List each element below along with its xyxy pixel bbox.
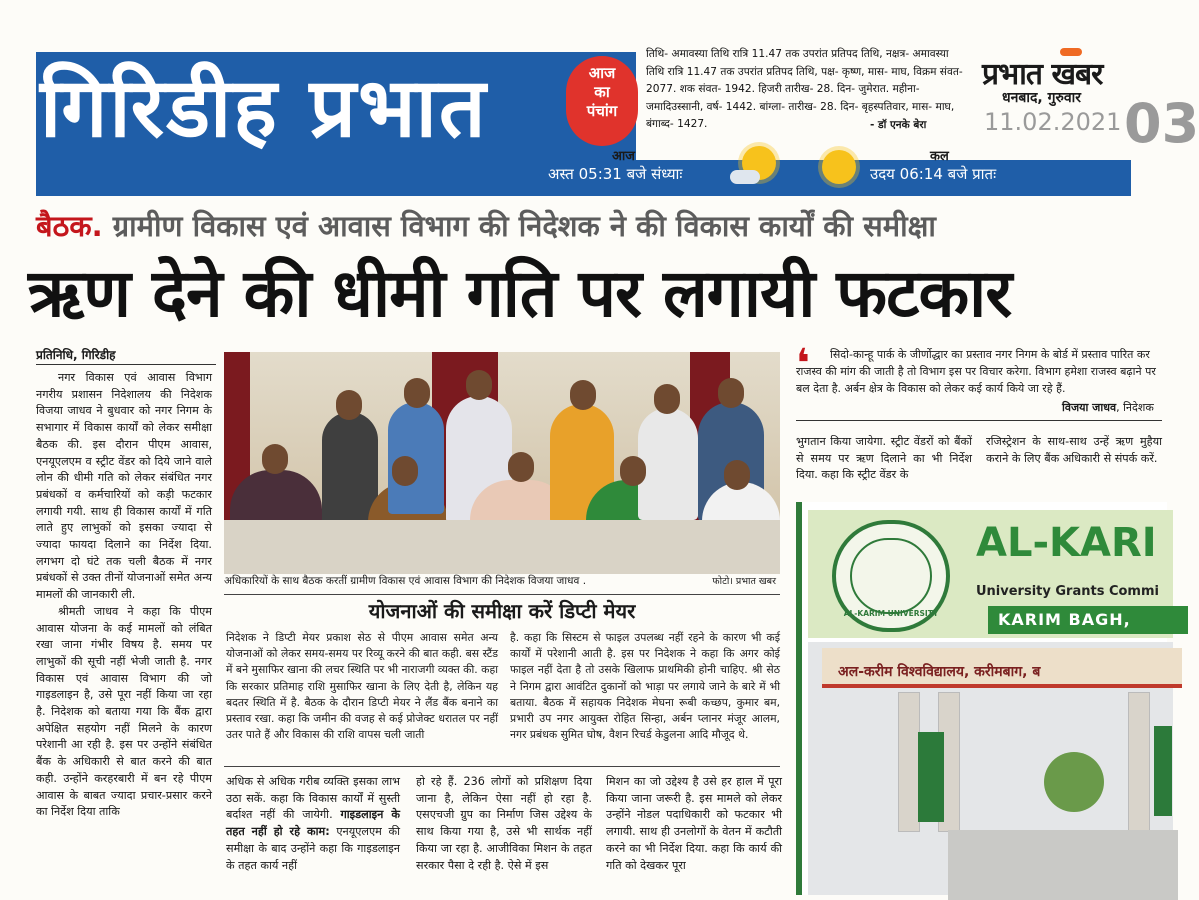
sunset-time: अस्त 05:31 बजे संध्याः [548, 165, 683, 183]
page-number: 03 [1124, 92, 1199, 155]
ad-location-banner: KARIM BAGH, [988, 606, 1188, 634]
panchang-label-2: का [594, 83, 610, 101]
sunrise-time: उदय 06:14 बजे प्रातः [870, 165, 997, 183]
secondary-headline: योजनाओं की समीक्षा करें डिप्टी मेयर [224, 594, 780, 626]
photo-head [620, 456, 646, 486]
photo-credit: फोटो। प्रभात खबर [712, 576, 776, 587]
photo-head [466, 370, 492, 400]
photo-head [392, 456, 418, 486]
photo-head [718, 378, 744, 408]
section-divider [224, 766, 780, 767]
story-column-1 [36, 370, 212, 892]
story2-column-1: निदेशक ने डिप्टी मेयर प्रकाश सेठ से पीएम आवास समेत अन्य योजनाओं को लेकर समय-समय पर रिव्यू करने की बात कही. बस स्टैंड में बने मुसाफिर खाना की लचर स्थिति पर भी नाराजगी व्यक्त की. कहा कि सरकार प्रतिमाह राशि मुसाफिर खाना के लिए देती है, लेकिन यह बदतर स्थिति में है. बैठक के दौरान डिप्टी मेयर ने लैंड बैंक बनाने का प्रस्ताव रखा. कहा कि जमीन की वजह से कई प्रोजेक्ट धरातल पर नहीं उतर पाते हैं और विकास की राशि वापस चली जाती [226, 631, 498, 742]
ad-road [948, 830, 1178, 900]
story-paragraph: एनयूएलएम की समीक्षा के बाद उन्होंने कहा कि गाइडलाइन के तहत कार्य नहीं [226, 825, 400, 872]
photo-head [336, 390, 362, 420]
quote-author [1062, 400, 1154, 415]
newspaper-brand: प्रभात खबर [982, 57, 1103, 92]
photo-head [262, 444, 288, 474]
quote-mark-icon: ❛ [796, 341, 810, 387]
story-paragraph: अधिक से अधिक गरीब व्यक्ति इसका लाभ उठा सकें. कहा कि विकास कार्यों में सुस्ती बर्दाश्त नहीं की जायेगी. [226, 775, 400, 822]
photo-head [654, 384, 680, 414]
panchang-text: तिथि- अमावस्या तिथि रात्रि 11.47 तक उपरांत प्रतिपद तिथि, नक्षत्र- अमावस्या तिथि रात्रि 11.47 तक उपरांत प्रतिपद तिथि, पक्ष- कृष्ण, मास- माघ, विक्रम संवत- 2077. शक संवत- 1942. हिजरी तारीख- 28. दिन- जुमेरात. महीना- जमादिउस्सानी, वर्ष- 1442. बांग्ला- तारीख- 28. दिन- बृहस्पतिवार, मास- माघ, बंगाब्द- 1427. [646, 48, 963, 130]
photo-caption [224, 574, 780, 590]
story-column-4: मिशन का जो उद्देश्य है उसे हर हाल में पूरा किया जाना जरूरी है. इस मामले को लेकर उन्होंने नोडल पदाधिकारी को फटकार भी लगायी. साथ ही उनलोगों के वेतन में कटौती करने का भी निर्देश दिया. कहा कि कार्य की गति को देखकर पूरा [606, 775, 782, 872]
ad-ugc-line: University Grants Commi [976, 584, 1159, 599]
section-title: गिरिडीह प्रभात [40, 61, 488, 156]
panchang-badge [566, 56, 638, 146]
today-label: आज [612, 149, 635, 164]
main-headline: ऋण देने की धीमी गति पर लगायी फटकार [28, 255, 1012, 332]
ad-signboard [1154, 726, 1172, 816]
university-advertisement [796, 502, 1167, 895]
edition-label: धनबाद, गुरुवार [1002, 90, 1082, 106]
cloud-icon [730, 170, 760, 184]
ad-gate-pillar [898, 692, 920, 832]
story-column-6: रजिस्ट्रेशन के साथ-साथ उन्हें ऋण मुहैया कराने के लिए बैंक अधिकारी से संपर्क करें. [986, 435, 1162, 465]
masthead [0, 0, 1199, 200]
story-paragraph: नगर विकास एवं आवास विभाग नगरीय प्रशासन निदेशालय की निदेशक विजया जाधव ने बुधवार को नगर निगम के सभागार में विकास कार्यों को लेकर समीक्षा बैठक की. इस दौरान पीएम आवास, एनयूएलएम व स्ट्रीट वेंडर को दिये जाने वाले लोन की धीमी गति को लेकर संबंधित नगर प्रबंधकों व कर्मचारियों को कड़ी फटकार लगायी गयी. साथ ही विकास कार्यों में गति लाते हुए लाभुकों को इसका ज्यादा से ज्यादा फायदा दिलाने का निर्देश दिया. लगभग दो घंटे तक चली बैठक में नगर प्रबंधकों से उक्त तीनों योजनाओं समेत अन्य मामलों की जानकारी ली. [36, 371, 212, 602]
ad-signboard [918, 732, 944, 822]
ad-university-name: AL-KARI [976, 520, 1157, 566]
ad-hindi-name: अल-करीम विश्वविद्यालय, करीमबाग, ब [838, 664, 1041, 680]
quote-author-role: , निदेशक [1116, 401, 1154, 414]
photo-head [570, 380, 596, 410]
logo-text: AL-KARIM UNIVERSITY [843, 609, 939, 618]
quote-divider [796, 420, 1162, 421]
tomorrow-label: कल [930, 149, 949, 164]
panchang-label-3: पंचांग [586, 102, 618, 120]
photo-head [404, 378, 430, 408]
photo-person [638, 408, 698, 520]
kicker-line [36, 200, 1131, 252]
panchang-author: - डॉ एनके बेरा [870, 119, 927, 131]
pull-quote: सिदो-कान्हू पार्क के जीर्णोद्धार का प्रस्ताव नगर निगम के बोर्ड में प्रस्ताव पारित कर राजस्व की मांग की जाती है तो विभाग इस पर विचार करेगा. विभाग हमेशा राजस्व बढ़ाने पर बल देता है. अर्बन क्षेत्र के विकास को लेकर कई कार्य किये जा रहे हैं. [796, 348, 1156, 395]
university-logo-icon [832, 520, 950, 632]
photo-head [724, 460, 750, 490]
ad-tree [1044, 752, 1104, 812]
panchang-label-1: आज [588, 64, 616, 82]
ad-gate-pillar [1128, 692, 1150, 832]
story-subhead: गाइडलाइन के तहत नहीं हो रहे काम: [226, 808, 400, 839]
story-paragraph: श्रीमती जाधव ने कहा कि पीएम आवास योजना के कई मामलों को लंबित रखा जाना गंभीर विषय है. समय पर लाभुकों की सूची नहीं भेजी जाती है. नगर विकास एवं आवास विभाग की जो गाइडलाइन है, उसे पूरा नहीं किया जा रहा है. निदेशक को बताया गया कि बैंक द्वारा अपेक्षित सहयोग नहीं मिलने के कारण परेशानी आ रही है. इस पर उन्होंने संबंधित बैंक के अधिकारी से बात करने की बात कही. उन्होंने करहरबारी में बन रहे पीएम आवास के बाबत ज्यादा प्रचार-प्रसार करने का निर्देश दिया ताकि [36, 604, 212, 819]
story-column-5: भुगतान किया जायेगा. स्ट्रीट वेंडरों को बैंकों से समय पर ऋण दिलाने का भी निर्देश दिया. कहा कि स्ट्रीट वेंडर के [796, 435, 972, 482]
quote-author-name: विजया जाधव [1062, 401, 1117, 414]
byline: प्रतिनिधि, गिरिडीह [36, 348, 116, 362]
kicker-text: ग्रामीण विकास एवं आवास विभाग की निदेशक ने की विकास कार्यों की समीक्षा [102, 209, 936, 243]
issue-date: 11.02.2021 [984, 108, 1122, 136]
kicker-tag: बैठक. [36, 209, 103, 243]
sunrise-sun-icon [822, 150, 856, 184]
byline-divider [36, 364, 216, 365]
photo-table [224, 520, 780, 574]
story-column-2 [226, 774, 400, 894]
story-column-3: हो रहे हैं. 236 लोगों को प्रशिक्षण दिया जाना है, लेकिन ऐसा नहीं हो रहा है. एसएचजी ग्रुप का निर्माण जिस उद्देश्य के साथ किया गया है, उसे भी सार्थक नहीं किया जा रहा है. आजीविका मिशन के तहत सरकार पैसा दे रही है. ऐसे में इस [416, 775, 592, 872]
photo-head [508, 452, 534, 482]
photo-caption-text: अधिकारियों के साथ बैठक करतीं ग्रामीण विकास एवं आवास विभाग की निदेशक विजया जाधव . [224, 575, 587, 587]
story2-column-2: है. कहा कि सिस्टम से फाइल उपलब्ध नहीं रहने के कारण भी कई कार्यों में परेशानी आती है. इस पर निदेशक ने कहा कि अगर कोई फाइल नहीं देता है तो उसके खिलाफ प्राथमिकी होनी चाहिए. श्री सेठ ने निगम द्वारा आवंटित दुकानों को भाड़ा पर लगाये जाने के बारे में भी बताया. बैठक में सहायक निदेशक मेघना रूबी कच्छप, कुमार बम, प्रभारी उप नगर आयुक्त रोहित सिन्हा, अर्बन प्लानर मंजूर आलम, नगर प्रबंधक सुमित घोष, वैशन रिचर्ड केडुलना आदि मौजूद थे. [510, 631, 780, 742]
meeting-photo [224, 352, 780, 574]
logo-ring [850, 538, 932, 614]
